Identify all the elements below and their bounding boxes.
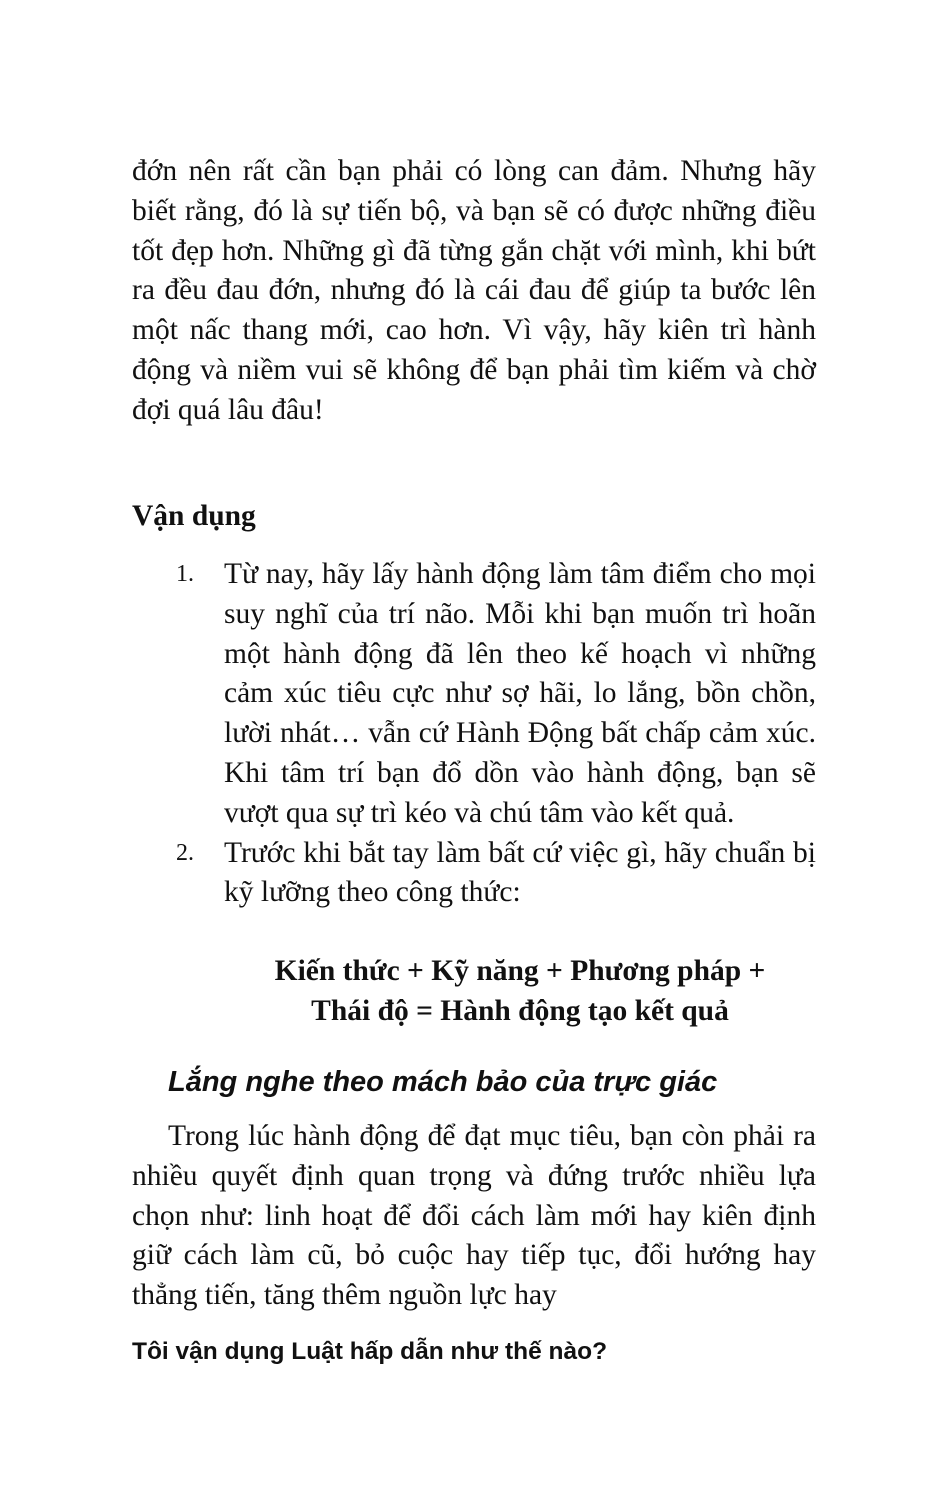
list-item — [132, 555, 816, 834]
list-item-number: 1. — [176, 561, 194, 587]
running-footer: Tôi vận dụng Luật hấp dẫn như thế nào? — [132, 1338, 608, 1365]
numbered-list — [132, 555, 816, 913]
list-item-number: 2. — [176, 839, 194, 866]
formula — [224, 952, 816, 1032]
subheading: Lắng nghe theo mách bảo của trực giác — [168, 1066, 718, 1098]
section-heading: Vận dụng — [132, 500, 256, 532]
top-paragraph: đớn nên rất cần bạn phải có lòng can đảm. Nhưng hãy biết rằng, đó là sự tiến bộ, và bạn sẽ có được những điều tốt đẹp hơn. Những gì đã từng gắn chặt với mình, khi bứt ra đều đau đớn, nhưng đó là cái đau để giúp ta bước lên một nấc thang mới, cao hơn. Vì vậy, hãy kiên trì hành động và niềm vui sẽ không để bạn phải tìm kiếm và chờ đợi quá lâu đâu! — [132, 155, 816, 426]
list-item-text: Từ nay, hãy lấy hành động làm tâm điểm cho mọi suy nghĩ của trí não. Mỗi khi bạn muốn trì hoãn một hành động đã lên theo kế hoạch vì những cảm xúc tiêu cực như sợ hãi, lo lắng, bồn chồn, lười nhát… vẫn cứ Hành Động bất chấp cảm xúc. Khi tâm trí bạn đổ dồn vào hành động, bạn sẽ vượt qua sự trì kéo và chú tâm vào kết quả. — [224, 558, 816, 829]
list-item — [132, 834, 816, 914]
formula-line: Thái độ = Hành động tạo kết quả — [311, 994, 729, 1027]
formula-line: Kiến thức + Kỹ năng + Phương pháp + — [274, 955, 766, 987]
list-item-text: Trước khi bắt tay làm bất cứ việc gì, hãy chuẩn bị kỹ lưỡng theo công thức: — [224, 836, 816, 909]
bottom-paragraph: Trong lúc hành động để đạt mục tiêu, bạn còn phải ra nhiều quyết định quan trọng và đứng trước nhiều lựa chọn như: linh hoạt để đổi cách làm mới hay kiên định giữ cách làm cũ, bỏ cuộc hay tiếp tục, đổi hướng hay thẳng tiến, tăng thêm nguồn lực hay — [132, 1120, 816, 1312]
